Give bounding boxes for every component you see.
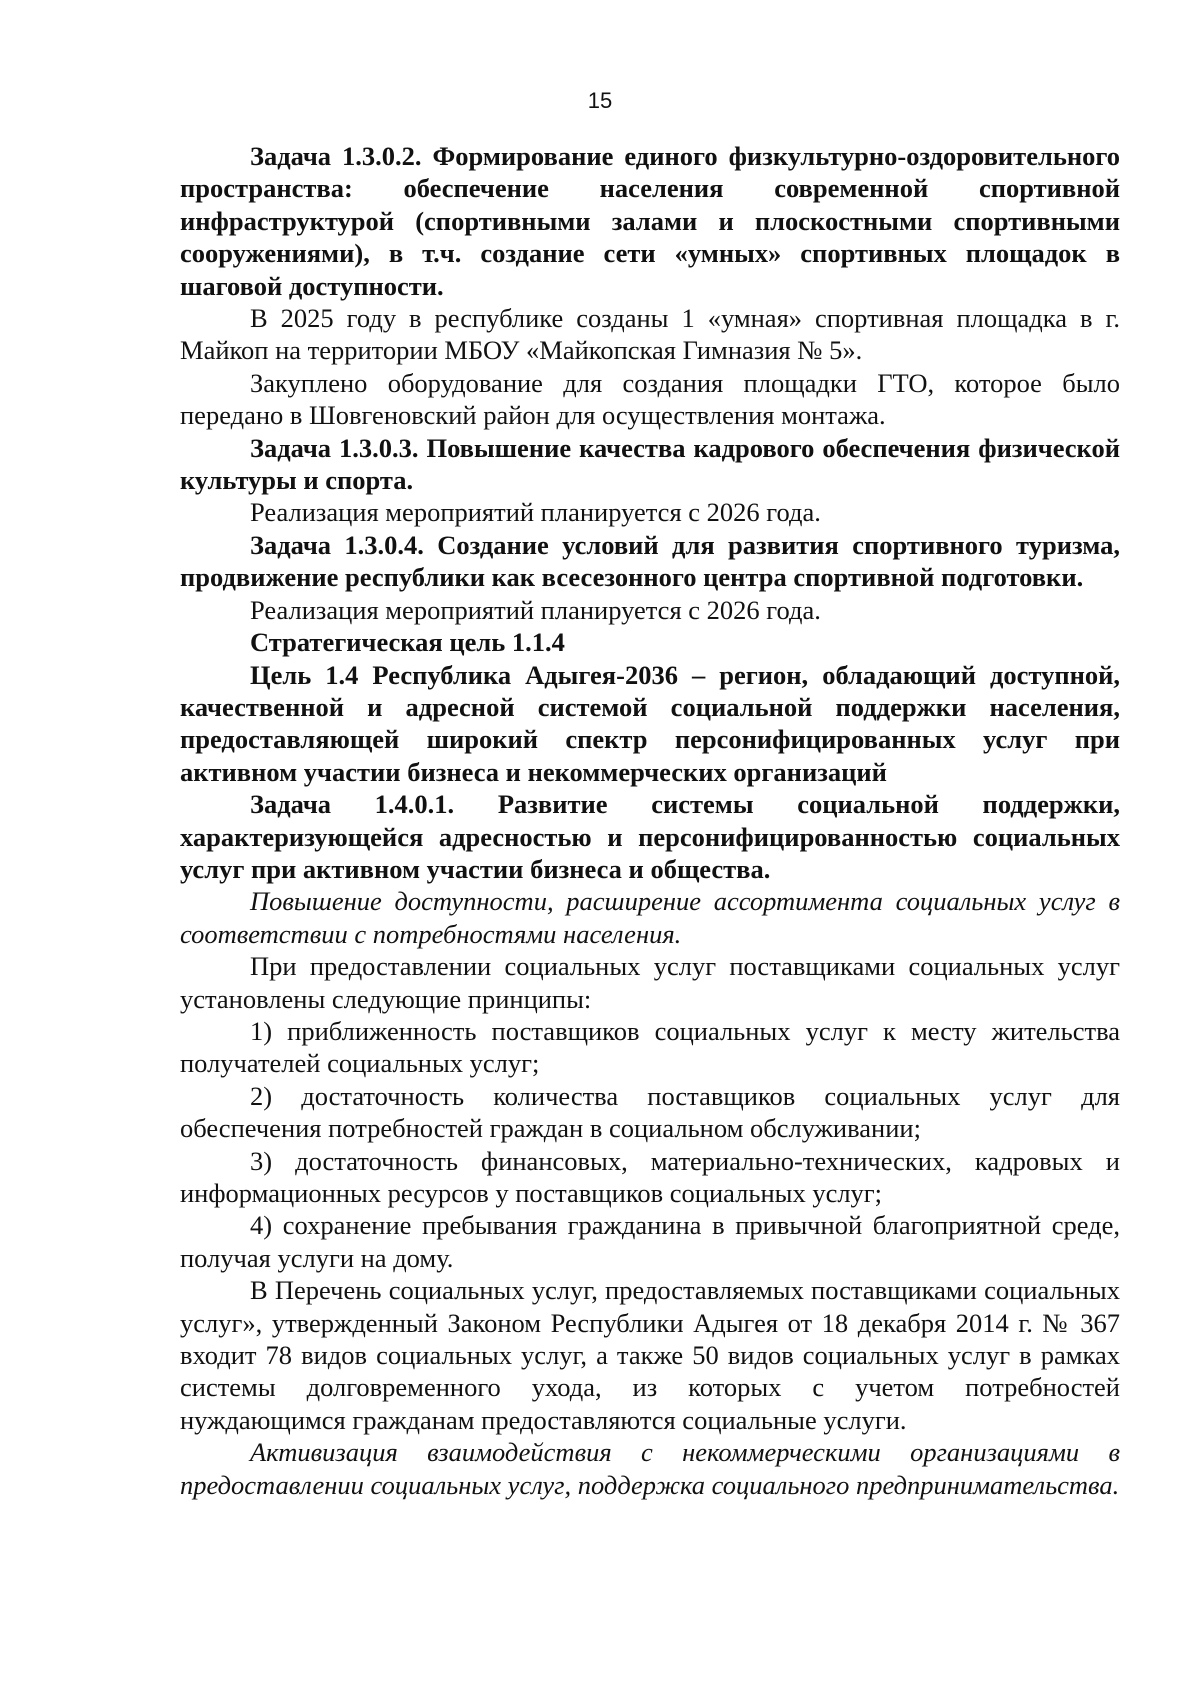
body-paragraph: Закуплено оборудование для создания площадки ГТО, которое было передано в Шовгеновский район для осуществления монтажа.	[180, 367, 1120, 431]
task-1-3-0-3-heading: Задача 1.3.0.3. Повышение качества кадрового обеспечения физической культуры и спорта.	[180, 432, 1120, 496]
task-1-3-0-4-heading: Задача 1.3.0.4. Создание условий для развития спортивного туризма, продвижение республики как всесезонного центра спортивной подготовки.	[180, 529, 1120, 593]
list-item: 1) приближенность поставщиков социальных услуг к месту жительства получателей социальных услуг;	[180, 1015, 1120, 1079]
body-paragraph: В Перечень социальных услуг, предоставляемых поставщиками социальных услуг», утвержденный Законом Республики Адыгея от 18 декабря 2014 г. № 367 входит 78 видов социальных услуг, а также 50 видов социальных услуг в рамках системы долговременного ухода, из которых с учетом потребностей нуждающимся гражданам предоставляются социальные услуги.	[180, 1275, 1120, 1435]
list-item: 4) сохранение пребывания гражданина в привычной благоприятной среде, получая услуги на дому.	[180, 1210, 1120, 1273]
strategic-goal-heading: Стратегическая цель 1.1.4	[250, 627, 565, 658]
document-body	[180, 140, 1120, 1501]
task-1-4-0-1-heading: Задача 1.4.0.1. Развитие системы социальной поддержки, характеризующейся адресностью и персонифицированностью социальных услуг при активном участии бизнеса и общества.	[180, 789, 1120, 884]
page-number: 15	[587, 88, 613, 113]
body-paragraph: При предоставлении социальных услуг поставщиками социальных услуг установлены следующие принципы:	[180, 951, 1120, 1014]
body-paragraph: В 2025 году в республике созданы 1 «умная» спортивная площадка в г. Майкоп на территории МБОУ «Майкопская Гимназия № 5».	[180, 303, 1120, 366]
list-item: 3) достаточность финансовых, материально-технических, кадровых и информационных ресурсов у поставщиков социальных услуг;	[180, 1145, 1120, 1208]
italic-subheading: Активизация взаимодействия с некоммерческими организациями в предоставлении социальных услуг, поддержка социального предпринимательства.	[180, 1437, 1120, 1500]
italic-subheading: Повышение доступности, расширение ассортимента социальных услуг в соответствии с потребностями населения.	[180, 886, 1120, 949]
list-item: 2) достаточность количества поставщиков социальных услуг для обеспечения потребностей граждан в социальном обслуживании;	[180, 1080, 1120, 1144]
body-paragraph: Реализация мероприятий планируется с 2026 года.	[250, 497, 821, 528]
goal-1-4-heading: Цель 1.4 Республика Адыгея-2036 – регион, обладающий доступной, качественной и адресной системой социальной поддержки населения, предоставляющей широкий спектр персонифицированных услуг при активном участии бизнеса и некоммерческих организаций	[180, 659, 1120, 787]
body-paragraph: Реализация мероприятий планируется с 2026 года.	[250, 594, 821, 625]
task-1-3-0-2-heading: Задача 1.3.0.2. Формирование единого физкультурно-оздоровительного пространства: обеспечение населения современной спортивной инфраструктурой (спортивными залами и плоскостными спортивными сооружениями), в т.ч. создание сети «умных» спортивных площадок в шаговой доступности.	[180, 141, 1120, 301]
